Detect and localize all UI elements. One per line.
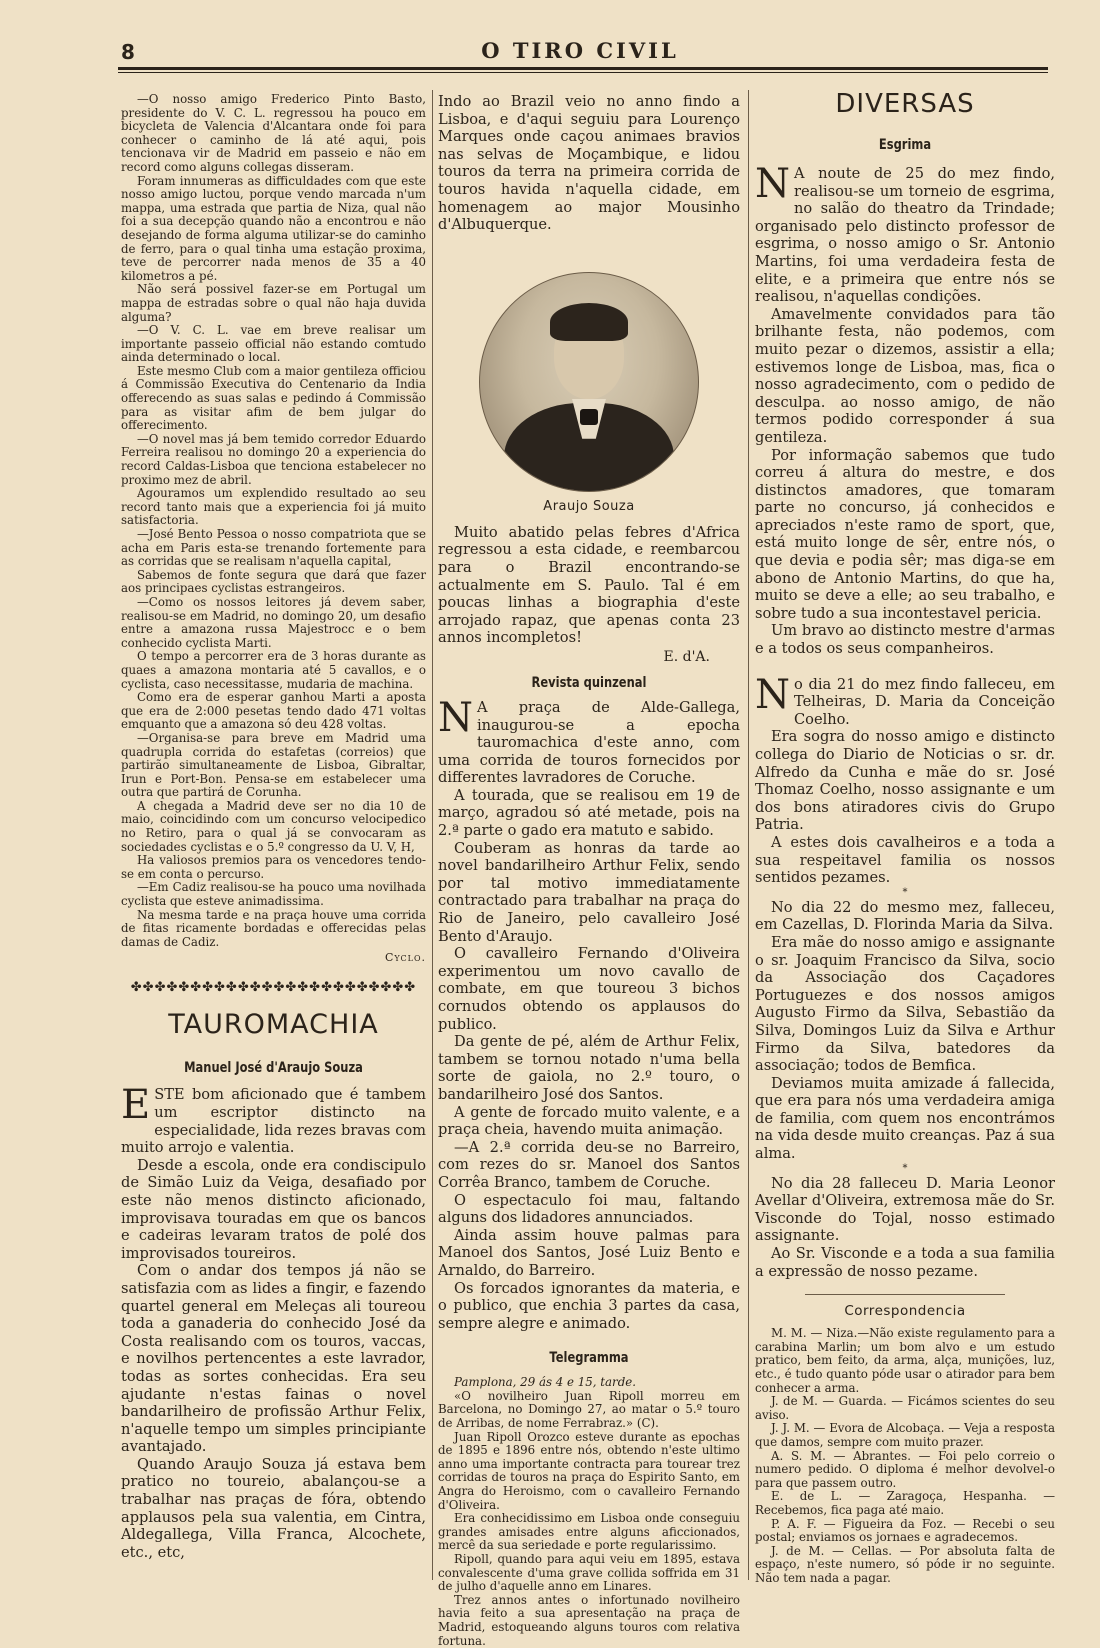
page-number: 8: [121, 40, 135, 64]
paragraph: Como era de esperar ganhou Marti a aposta que era de 2:000 pesetas tendo dado 471 voltas emquanto que a amazona só deu 428 voltas.: [121, 690, 426, 732]
paragraph: —O nosso amigo Frederico Pinto Basto, presidente do V. C. L. regressou ha pouco em bicycleta de Valencia d'Alcantara onde foi para conhecer o caminho de lá até aqui, pois tencionava vir de Madrid em passeio e não em record como alguns collegas disseram.: [121, 92, 426, 174]
paragraph: Era sogra do nosso amigo e distincto collega do Diario de Noticias o sr. dr. Alfredo da Cunha e mãe do sr. José Thomaz Coelho, nosso assignante e um dos bons atiradores civis do Grupo Patria.: [755, 728, 1055, 834]
separator-star: *: [902, 1162, 908, 1174]
column-1: [121, 93, 426, 1561]
paragraph: J. de M. — Guarda. — Ficámos scientes do seu aviso.: [755, 1394, 1055, 1422]
paragraph: Era mãe do nosso amigo e assignante o sr. Joaquim Francisco da Silva, socio da Associação dos Caçadores Portuguezes e dos nossos amigos Augusto Firmo da Silva, Sebastião da Silva, Domingos Luiz da Silva e Arthur Firmo da Silva, batedores da associação; todos de Bemfica.: [755, 933, 1055, 1075]
header-rule-thin: [118, 72, 1048, 73]
paragraph: Amavelmente convidados para tão brilhante festa, não podemos, com muito pezar o dizemos, assistir a ella; estivemos longe de Lisboa, mas, fica o nosso agradecimento, com o pedido de desculpa. ao nosso amigo, de não termos podido corresponder á sua gentileza.: [755, 305, 1055, 446]
paragraph: —Como os nossos leitores já devem saber, realisou-se em Madrid, no domingo 20, um desafio entre a amazona russa Majestrocc e o bem conhecido cyclista Marti.: [121, 594, 426, 650]
paragraph: Era conhecidissimo em Lisboa onde conseguiu grandes amisades entre alguns aficcionados, mercê da sua seriedade e porte regularissimo.: [438, 1511, 740, 1553]
paragraph: Um bravo ao distincto mestre d'armas e a todos os seus companheiros.: [755, 622, 1055, 658]
section-rule: [805, 1294, 1005, 1295]
section-title: TAUROMACHIA: [168, 1009, 379, 1041]
header-rule: [118, 67, 1048, 70]
cycling-news: [121, 93, 426, 964]
paragraph: Ha valiosos premios para os vencedores tendo-se em conta o percurso.: [121, 853, 426, 881]
portrait-photo: [479, 272, 699, 492]
paragraph: —Em Cadiz realisou-se ha pouco uma novilhada cyclista que esteve animadissima.: [121, 880, 426, 909]
paragraph: A estes dois cavalheiros e a toda a sua respeitavel familia os nossos sentidos pezames.: [755, 833, 1055, 887]
paragraph: o dia 21 do mez findo falleceu, em Telheiras, D. Maria da Conceição Coelho.: [794, 675, 1055, 728]
column-divider: [748, 90, 749, 1580]
paragraph: Trez annos antes o infortunado novilheiro havia feito a sua apresentação na praça de Madrid, estoqueando alguns touros com relativa fortuna.: [438, 1592, 740, 1648]
column-divider: [432, 90, 433, 1580]
article-title: Telegramma: [549, 1350, 629, 1367]
paragraph: Não será possivel fazer-se em Portugal um mappa de estradas sobre o qual não haja duvida alguma?: [121, 282, 426, 324]
column-3: [755, 89, 1055, 1586]
paragraph: Juan Ripoll Orozco esteve durante as epochas de 1895 e 1896 entre nós, obtendo n'este ultimo anno uma importante contracta para tourear trez corridas de touros na praça do Espirito Santo, em Angra do Heroismo, com o cavalleiro Fernando d'Oliveira.: [438, 1429, 740, 1512]
paragraph: Indo ao Brazil veio no anno findo a Lisboa, e d'aqui seguiu para Lourenço Marques onde caçou animaes bravios nas selvas de Moçambique, e lidou touros da terra na primeira corrida de touros havida n'aquella cidade, em homenagem ao major Mousinho d'Albuquerque.: [438, 93, 740, 234]
drop-cap: N: [438, 694, 473, 741]
photo-caption: Araujo Souza: [543, 498, 635, 514]
paragraph: —O V. C. L. vae em breve realisar um importante passeio official não estando comtudo ainda determinado o local.: [121, 323, 426, 365]
paragraph: —Organisa-se para breve em Madrid uma quadrupla corrida do estafetas (correios) que partirão simultaneamente de Lisboa, Gibraltar, Irun e Port-Bon. Pensa-se em estabelecer uma outra que partirá de Corunha.: [121, 730, 426, 800]
paragraph: —A 2.ª corrida deu-se no Barreiro, com rezes do sr. Manoel dos Santos Corrêa Branco, tambem de Coruche.: [438, 1138, 740, 1191]
paragraph: —José Bento Pessoa o nosso compatriota que se acha em Paris esta-se trenando fortemente para as corridas que se realisam n'aquella capital,: [121, 527, 426, 569]
paragraph: Com o andar dos tempos já não se satisfazia com as lides a fingir, e fazendo quartel general em Meleças ali toureou toda a ganaderia do conhecido José da Costa realisando com os touros, vaccas, e novilhos pertencentes a este lavrador, todas as sortes conhecidas. Era seu ajudante n'estas fainas o novel bandarilheiro de profissão Arthur Felix, n'aquelle tempo um simples principiante avantajado.: [121, 1262, 426, 1456]
paragraph: Os forcados ignorantes da materia, e o publico, que enchia 3 partes da casa, sempre alegre e animado.: [438, 1279, 740, 1332]
paragraph: Muito abatido pelas febres d'Africa regressou a esta cidade, e reembarcou para o Brazil encontrando-se actualmente em S. Paulo. Tal é em poucas linhas a biographia d'este arrojado rapaz, que apenas conta 23 annos incompletos!: [438, 523, 740, 647]
paragraph: Couberam as honras da tarde ao novel bandarilheiro Arthur Felix, sendo por tal motivo immediatamente contractado para trabalhar na praça do Rio de Janeiro, pelo cavalleiro José Bento d'Araujo.: [438, 839, 740, 945]
paragraph: P. A. F. — Figueira da Foz. — Recebi o seu postal; enviamos os jornaes e agradecemos.: [755, 1516, 1055, 1545]
paragraph: Pamplona, 29 ás 4 e 15, tarde.: [454, 1375, 636, 1390]
paragraph: Foram innumeras as difficuldades com que este nosso amigo luctou, porque vendo marcada n'um mappa, uma estrada que partia de Niza, qual não foi a sua decepção quando não a encontrou e não desejando de forma alguma utilizar-se do caminho de ferro, para o qual tinha uma estação proxima, teve de percorrer nada menos de 35 a 40 kilometros a pé.: [121, 173, 426, 283]
paragraph: A gente de forcado muito valente, e a praça cheia, havendo muita animação.: [438, 1103, 740, 1139]
paragraph: O espectaculo foi mau, faltando alguns dos lidadores annunciados.: [438, 1191, 740, 1227]
paragraph: Deviamos muita amizade á fallecida, que era para nós uma verdadeira amiga de familia, com quem nos encontrámos na vida desde muito creanças. Paz á sua alma.: [755, 1074, 1055, 1163]
masthead-title: O TIRO CIVIL: [481, 38, 679, 63]
article-title: Esgrima: [878, 137, 932, 153]
paragraph: M. M. — Niza.—Não existe regulamento para a carabina Marlin; um bom alvo e um estudo pratico, bem feito, da arma, alça, munições, luz, etc., é tudo quanto póde usar o atirador para bem conhecer a arma.: [755, 1326, 1055, 1395]
paragraph: STE bom aficionado que é tambem um escriptor distincto na especialidade, lida rezes bravas com muito arrojo e valentia.: [121, 1086, 426, 1157]
paragraph: A praça de Alde-Gallega, inaugurou-se a epocha tauromachica d'este anno, com uma corrida de touros fornecidos por differentes lavradores de Coruche.: [438, 698, 740, 787]
paragraph: A. S. M. — Abrantes. — Foi pelo correio o numero pedido. O diploma é melhor devolvel-o para que passem outro.: [755, 1448, 1055, 1490]
ornamental-divider: ✤✤✤✤✤✤✤✤✤✤✤✤✤✤✤✤✤✤✤✤✤✤✤✤: [130, 980, 417, 996]
signature: Cyclo.: [384, 951, 426, 965]
paragraph: O tempo a percorrer era de 3 horas durante as quaes a amazona montaria até 5 cavallos, e o cyclista, caso necessitasse, mudaria de machina.: [121, 649, 426, 691]
article-title: Revista quinzenal: [531, 674, 647, 691]
paragraph: Ainda assim houve palmas para Manoel dos Santos, José Luiz Bento e Arnaldo, do Barreiro.: [438, 1226, 740, 1279]
article-title: Manuel José d'Araujo Souza: [184, 1060, 363, 1077]
paragraph: O cavalleiro Fernando d'Oliveira experimentou um novo cavallo de combate, em que toureou 3 bichos cornudos obtendo os applausos do publico.: [438, 945, 740, 1033]
paragraph: E. de L. — Zaragoça, Hespanha. — Recebemos, fica paga até maio.: [755, 1489, 1055, 1517]
paragraph: A tourada, que se realisou em 19 de março, agradou só até metade, pois na 2.ª parte o gado era matuto e sabido.: [438, 786, 740, 840]
article-title: Correspondencia: [844, 1303, 966, 1320]
paragraph: J. J. M. — Evora de Alcobaça. — Veja a resposta que damos, sempre com muito prazer.: [755, 1421, 1055, 1449]
section-title: DIVERSAS: [835, 89, 975, 119]
paragraph: Agouramos um explendido resultado ao seu record tanto mais que a experiencia foi já muito satisfactoria.: [121, 486, 426, 528]
paragraph: A chegada a Madrid deve ser no dia 10 de maio, coincidindo com um concurso velocipedico no Retiro, para o qual já se convocaram as sociedades cyclistas e o 5.º congresso da U. V, H,: [121, 798, 426, 854]
paragraph: No dia 28 falleceu D. Maria Leonor Avellar d'Oliveira, extremosa mãe do Sr. Visconde do Tojal, nosso estimado assignante.: [755, 1174, 1055, 1245]
drop-cap: N: [755, 671, 790, 718]
drop-cap: E: [121, 1082, 151, 1129]
paragraph: No dia 22 do mesmo mez, falleceu, em Cazellas, D. Florinda Maria da Silva.: [755, 898, 1055, 934]
paragraph: —O novel mas já bem temido corredor Eduardo Ferreira realisou no domingo 20 a experiencia do record Caldas-Lisboa que tenciona estabelecer no proximo mez de abril.: [121, 431, 426, 487]
paragraph: Ao Sr. Visconde e a toda a sua familia a expressão de nosso pezame.: [755, 1245, 1055, 1280]
signature: E. d'A.: [663, 648, 710, 665]
column-2: [438, 93, 740, 1648]
paragraph: J. de M. — Cellas. — Por absoluta falta de espaço, n'este numero, só póde ir no seguinte. Não tem nada a pagar.: [755, 1543, 1055, 1585]
paragraph: Ripoll, quando para aqui veiu em 1895, estava convalescente d'uma grave collida soffrida em 31 de julho d'aquelle anno em Linares.: [438, 1552, 740, 1594]
paragraph: A noute de 25 do mez findo, realisou-se um torneio de esgrima, no salão do theatro da Trindade; organisado pelo distincto professor de esgrima, o nosso amigo o Sr. Antonio Martins, foi uma verdadeira festa de elite, e a primeira que entre nós se realisou, n'aquellas condições.: [755, 165, 1055, 306]
paragraph: «O novilheiro Juan Ripoll morreu em Barcelona, no Domingo 27, ao matar o 5.º touro de Arribas, de nome Ferrabraz.» (C).: [438, 1388, 740, 1431]
paragraph: Quando Araujo Souza já estava bem pratico no toureio, abalançou-se a trabalhar nas praças de fóra, obtendo applausos pela sua valentia, em Cintra, Aldegallega, Villa Franca, Alcochete, etc., etc,: [121, 1455, 426, 1561]
paragraph: Na mesma tarde e na praça houve uma corrida de fitas ricamente bordadas e offerecidas pelas damas de Cadiz.: [121, 907, 426, 949]
paragraph: Desde a escola, onde era condiscipulo de Simão Luiz da Veiga, desafiado por este não menos distincto aficionado, improvisava touradas em que os bancos e cadeiras levaram tratos de polé dos improvisados toureiros.: [121, 1156, 426, 1262]
drop-cap: N: [755, 161, 790, 207]
paragraph: Da gente de pé, além de Arthur Felix, tambem se tornou notado n'uma bella sorte de gaiola, no 2.º touro, o bandarilheiro José dos Santos.: [438, 1033, 740, 1103]
paragraph: Sabemos de fonte segura que dará que fazer aos principaes cyclistas estrangeiros.: [121, 567, 426, 596]
separator-star: *: [902, 886, 908, 898]
paragraph: Este mesmo Club com a maior gentileza officiou á Commissão Executiva do Centenario da India offerecendo as suas salas e pedindo á Commissão para as visitar afim de bem julgar do offerecimento.: [121, 363, 426, 433]
paragraph: Por informação sabemos que tudo correu á altura do mestre, e dos distinctos amadores, que tomaram parte no concurso, já conhecidos e apreciados n'este ramo de sport, que, está muito longe de sêr, entre nós, o que devia e podia sêr; mas diga-se em abono de Antonio Martins, do que ha, muito se deve a elle; ao seu trabalho, e sobre tudo a sua incontestavel pericia.: [755, 446, 1055, 622]
